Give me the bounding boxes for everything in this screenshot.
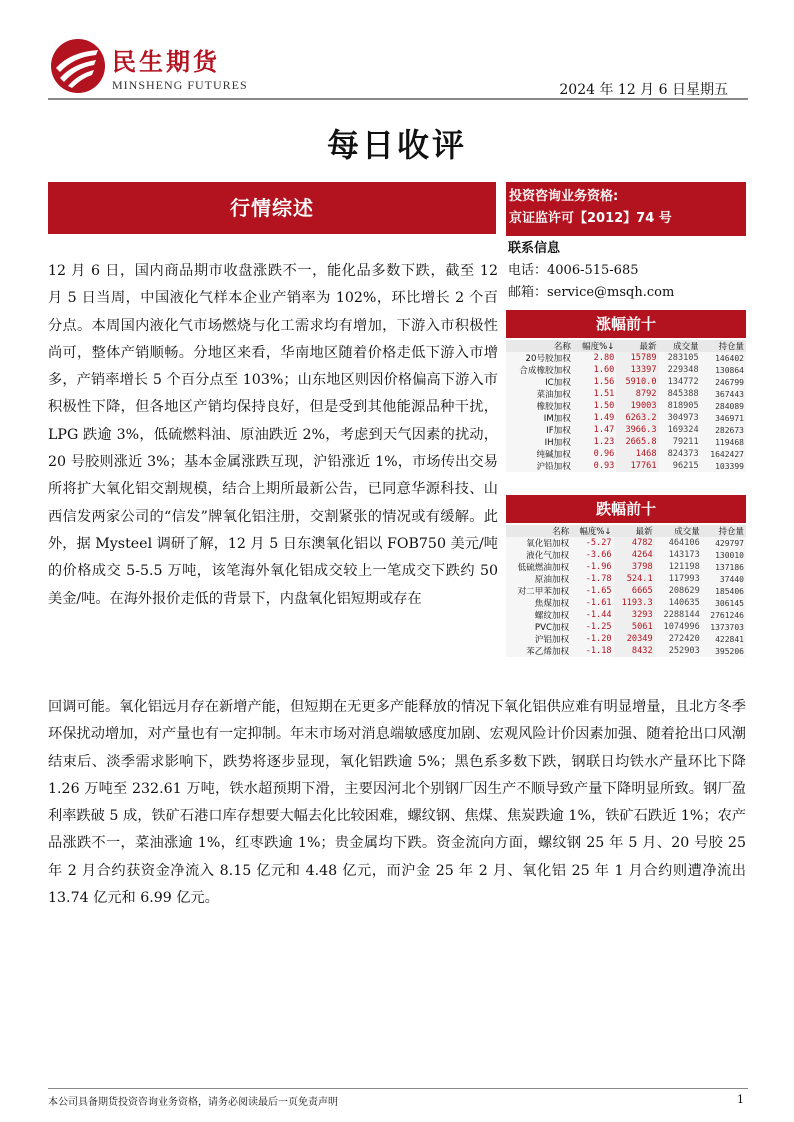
gainers-cell: 1.51 [593,389,615,399]
gainers-cell: 283105 [667,353,699,363]
losers-cell: 185406 [715,586,744,596]
losers-cell: 苯乙烯加权 [526,647,570,657]
gainers-cell: 13397 [616,364,658,376]
losers-cell: 524.1 [614,573,655,585]
gainers-row [506,412,746,424]
gainers-cell: 346971 [715,413,744,423]
gainers-cell: 134772 [667,377,699,387]
gainers-heading: 涨幅前十 [506,310,746,338]
gainers-cell: 纯碱加权 [536,450,571,460]
gainers-row [506,376,746,388]
losers-cell: 1193.3 [614,597,655,609]
losers-cell: -5.27 [585,538,612,548]
gainers-row [506,400,746,412]
losers-cell: -1.18 [585,646,612,656]
header-divider [48,98,748,100]
gainers-cell: 1.47 [593,425,615,435]
market-summary-paragraph: 12 月 6 日，国内商品期市收盘涨跌不一，能化品多数下跌，截至 12 月 5 日当周，中国液化气样本企业产销率为 102%，环比增长 2 个百分点。本周国内液化气市场燃烧与化工需求均有增加，下游入市积极性尚可，整体产销顺畅。分地区来看，华南地区随着价格走低下游入市增多，产销率增长 5 个百分点至 103%；山东地区则因价格偏高下游入市积极性下降，但各地区产销均保持良好，但是受到其他能源品种干扰，LPG 跌逾 3%，低硫燃料油、原油跌近 2%，考虑到天气因素的扰动，20 号胶则涨近 3%；基本金属涨跌互现，沪铅涨近 1%，市场传出交易所将扩大氧化铝交割规模，结合上期所最新公告，已同意华源科技、山西信发两家公司的“信发”牌氧化铝注册，交割紧张的情况或有缓解。此外，据 Mysteel 调研了解，12 月 5 日东澳氧化铝以 FOB750 美元/吨的价格成交 5-5.5 万吨，该笔海外氧化铝成交较上一笔成交下跌约 50 美金/吨。在海外报价走低的背景下，内盘氧化铝短期或存在 [48,263,498,607]
losers-column-header: 成交量 [655,525,702,537]
losers-cell: 1074996 [663,622,700,632]
gainers-cell: 0.96 [593,449,615,459]
gainers-row [506,436,746,448]
losers-row [506,609,746,621]
losers-heading: 跌幅前十 [506,495,746,523]
contact-heading: 联系信息 [508,241,561,256]
gainers-cell: 1642427 [710,449,744,459]
qualification-box [506,182,746,236]
gainers-cell: 96215 [672,461,699,471]
losers-row [506,621,746,633]
gainers-cell: 146402 [715,353,744,363]
gainers-cell: 沪铅加权 [536,462,571,472]
losers-cell: 3798 [614,561,655,573]
gainers-cell: 824373 [667,449,699,459]
gainers-header-row [506,340,746,352]
losers-cell: -1.44 [585,610,612,620]
losers-cell: 140635 [668,598,700,608]
losers-header-row [506,525,746,537]
gainers-row [506,388,746,400]
losers-cell: PVC加权 [534,623,570,633]
losers-row [506,597,746,609]
gainers-row [506,448,746,460]
losers-cell: -1.25 [585,622,612,632]
gainers-cell: 橡胶加权 [536,402,571,412]
losers-column-header: 幅度%↓ [571,525,613,537]
losers-cell: -3.66 [585,550,612,560]
gainers-cell: IF加权 [546,426,571,436]
losers-cell: 5061 [614,621,655,633]
gainers-cell: 1.56 [593,377,615,387]
losers-cell: -1.78 [585,574,612,584]
losers-cell: -1.96 [585,562,612,572]
gainers-column-header: 持仓量 [701,340,746,352]
losers-cell: 1373703 [710,622,744,632]
gainers-cell: 合成橡胶加权 [519,366,571,376]
section-heading: 行情综述 [48,182,496,234]
contact-phone: 电话：4006-515-685 [508,263,639,278]
losers-table [506,525,746,657]
gainers-cell: IC加权 [545,378,571,388]
minsheng-logo-icon [50,38,106,94]
losers-cell: -1.20 [585,634,612,644]
losers-cell: 208629 [668,586,700,596]
qualification-line2: 京证监许可【2012】74 号 [509,211,672,226]
gainers-cell: 845388 [667,389,699,399]
losers-cell: 液化气加权 [526,551,570,561]
losers-cell: 2761246 [710,610,744,620]
gainers-cell: 2665.8 [616,436,658,448]
footer-disclaimer: 本公司具备期货投资咨询业务资格，请务必阅读最后一页免责声明 [48,1097,338,1108]
losers-cell: 焦煤加权 [534,599,570,609]
contact-info [508,238,748,304]
losers-cell: 6665 [614,585,655,597]
gainers-cell: 119468 [715,437,744,447]
gainers-cell: 0.93 [593,461,615,471]
gainers-cell: 1.60 [593,365,615,375]
gainers-cell: 1.50 [593,401,615,411]
losers-row [506,537,746,549]
losers-row [506,561,746,573]
gainers-cell: 282673 [715,425,744,435]
gainers-cell: 17761 [616,460,658,472]
losers-row [506,585,746,597]
gainers-cell: 1.23 [593,437,615,447]
losers-cell: 422841 [715,634,744,644]
losers-cell: 螺纹加权 [534,611,570,621]
losers-cell: 306145 [715,598,744,608]
losers-column-header: 最新 [614,525,655,537]
brand-name-en: MINSHENG FUTURES [112,78,248,92]
losers-cell: 2288144 [663,610,700,620]
gainers-cell: 169324 [667,425,699,435]
gainers-cell: 1.49 [593,413,615,423]
gainers-cell: 103399 [715,461,744,471]
market-summary-continued: 回调可能。氧化铝远月存在新增产能，但短期在无更多产能释放的情况下氧化铝供应难有明显增量，且北方冬季环保扰动增加，对产量也有一定抑制。年末市场对消息端敏感度加剧、宏观风险计价因素加强、随着抢出口风潮结束后、淡季需求影响下，跌势将逐步显现，氧化铝跌逾 5%；黑色系多数下跌，钢联日均铁水产量环比下降 1.26 万吨至 232.61 万吨，铁水超预期下滑，主要因河北个别钢厂因生产不顺导致产量下降明显所致。钢厂盈利率跌破 5 成，铁矿石港口库存想要大幅去化比较困难，螺纹钢、焦煤、焦炭跌逾 1%，铁矿石跌近 1%；农产品涨跌不一，菜油涨逾 1%，红枣跌逾 1%；贵金属均下跌。资金流向方面，螺纹钢 25 年 5 月、20 号胶 25 年 2 月合约获资金净流入 8.15 亿元和 4.48 亿元，而沪金 25 年 2 月、氧化铝 25 年 1 月合约则遭净流出 13.74 亿元和 6.99 亿元。 [48,699,746,907]
gainers-cell: 3966.3 [616,424,658,436]
gainers-cell: 284089 [715,401,744,411]
losers-cell: 252903 [668,646,700,656]
gainers-cell: 229348 [667,365,699,375]
gainers-cell: 304973 [667,413,699,423]
gainers-cell: 6263.2 [616,412,658,424]
gainers-row [506,352,746,364]
losers-cell: 氧化铝加权 [526,539,570,549]
gainers-cell: 菜油加权 [536,390,571,400]
gainers-cell: 2.80 [593,353,615,363]
losers-cell: 272420 [668,634,700,644]
gainers-cell: IH加权 [544,438,571,448]
losers-cell: -1.65 [585,586,612,596]
footer-divider [48,1088,748,1089]
losers-cell: 3293 [614,609,655,621]
gainers-cell: 818905 [667,401,699,411]
gainers-row [506,460,746,472]
contact-email: 邮箱：service@msqh.com [508,285,675,300]
gainers-cell: 1468 [616,448,658,460]
report-date: 2024 年 12 月 6 日星期五 [559,82,728,98]
losers-cell: 沪铝加权 [534,635,570,645]
gainers-cell: 19003 [616,400,658,412]
losers-row [506,633,746,645]
losers-cell: 4782 [614,537,655,549]
losers-cell: 137186 [715,562,744,572]
losers-cell: 原油加权 [534,575,570,585]
page-number: 1 [737,1093,744,1106]
gainers-cell: 130864 [715,365,744,375]
losers-cell: 121198 [668,562,700,572]
losers-cell: 429797 [715,538,744,548]
brand-name-cn: 民生期货 [112,48,220,76]
losers-cell: 20349 [614,633,655,645]
losers-row [506,549,746,561]
losers-row [506,573,746,585]
losers-cell: 464106 [668,538,700,548]
losers-cell: 低硫燃油加权 [517,563,570,573]
gainers-column-header: 幅度%↓ [573,340,617,352]
losers-cell: 8432 [614,645,655,657]
gainers-cell: 8792 [616,388,658,400]
losers-cell: 4264 [614,549,655,561]
gainers-cell: 5910.0 [616,376,658,388]
losers-cell: 37440 [719,574,744,584]
page-title: 每日收评 [326,126,467,164]
losers-cell: 130010 [715,550,744,560]
gainers-row [506,424,746,436]
losers-cell: 对二甲苯加权 [517,587,570,597]
gainers-column-header: 成交量 [659,340,701,352]
losers-cell: 395206 [715,646,744,656]
losers-cell: 117993 [668,574,700,584]
losers-cell: -1.61 [585,598,612,608]
losers-cell: 143173 [668,550,700,560]
gainers-table [506,340,746,472]
gainers-cell: 15789 [616,352,658,364]
losers-column-header: 持仓量 [702,525,746,537]
gainers-cell: 367443 [715,389,744,399]
gainers-column-header: 名称 [506,340,573,352]
gainers-cell: 20号胶加权 [525,354,571,364]
gainers-cell: IM加权 [543,414,571,424]
losers-row [506,645,746,657]
qualification-line1: 投资咨询业务资格: [509,189,619,204]
gainers-cell: 79211 [672,437,699,447]
gainers-row [506,364,746,376]
gainers-cell: 246799 [715,377,744,387]
gainers-column-header: 最新 [616,340,658,352]
losers-column-header: 名称 [506,525,571,537]
